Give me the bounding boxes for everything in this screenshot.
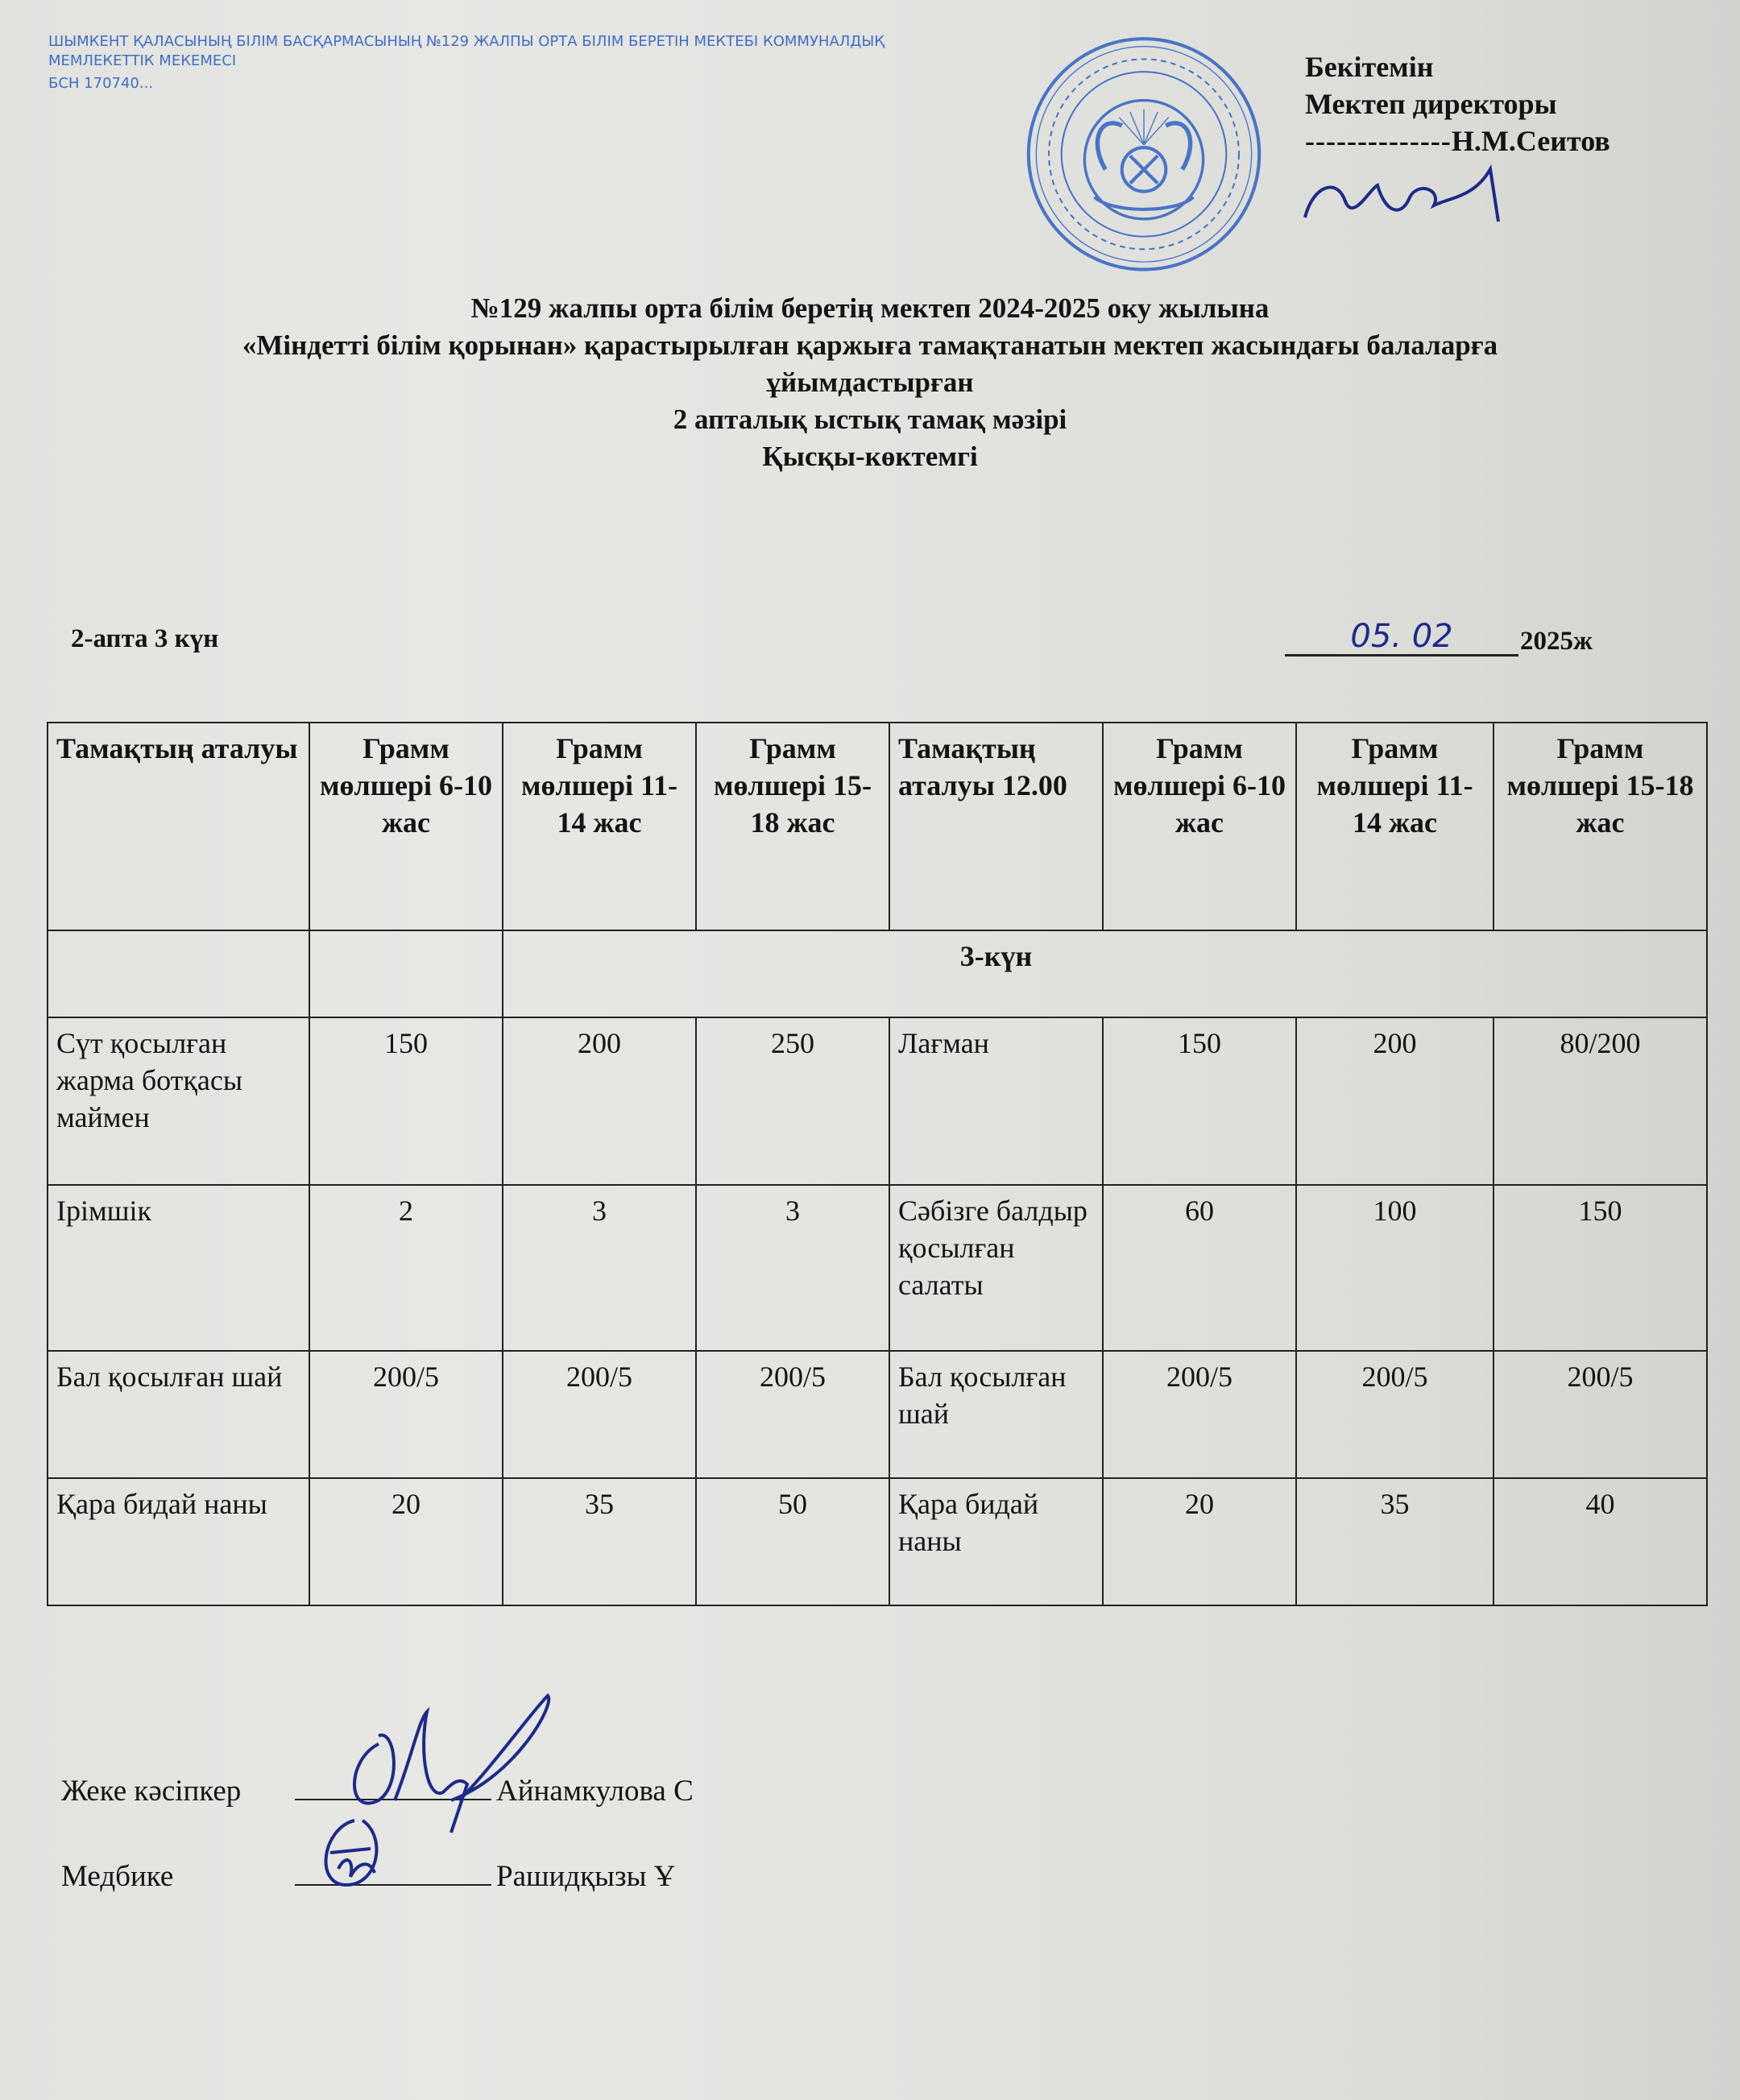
grams-6-10: 20	[309, 1478, 503, 1605]
dish-lunch: Бал қосылған шай	[889, 1351, 1103, 1478]
grams-11-14-lunch: 200	[1296, 1017, 1494, 1185]
day-empty-cell	[309, 930, 503, 1017]
approval-heading: Бекітемін	[1305, 51, 1434, 83]
stamp-outer-text: ШЫМКЕНТ ҚАЛАСЫНЫҢ БІЛІМ БАСҚАРМАСЫНЫҢ №129 ЖАЛПЫ ОРТА БІЛІМ БЕРЕТІН МЕКТЕБІ КОММУНАЛДЫҚ МЕМЛЕКЕТТІК МЕКЕМЕСІ	[48, 33, 885, 69]
date-block	[1285, 619, 1593, 657]
table-header-row	[48, 723, 1707, 930]
grams-15-18: 200/5	[696, 1351, 889, 1478]
grams-6-10-lunch: 20	[1103, 1478, 1296, 1605]
nurse-signature-icon	[298, 1804, 403, 1901]
grams-6-10-lunch: 60	[1103, 1185, 1296, 1351]
official-stamp	[1023, 32, 1265, 274]
header-dish-name-1200: Тамақтың аталуы 12.00	[889, 723, 1103, 930]
grams-6-10: 150	[309, 1017, 503, 1185]
menu-table	[47, 722, 1708, 1606]
grams-6-10-lunch: 150	[1103, 1017, 1296, 1185]
dish-breakfast: Сүт қосылған жарма ботқасы маймен	[48, 1017, 309, 1185]
director-signature-icon	[1289, 161, 1547, 226]
official-stamp-icon	[1023, 32, 1265, 274]
stamp-bin-text: БСН 170740...	[48, 75, 154, 92]
header-grams-15-18-lunch: Грамм мөлшері 15-18 жас	[1494, 723, 1707, 930]
dish-lunch: Лағман	[889, 1017, 1103, 1185]
dish-breakfast: Ірімшік	[48, 1185, 309, 1351]
title-line-1: №129 жалпы орта білім беретің мектеп 2024-2025 оку жылына	[470, 292, 1270, 324]
header-dish-name: Тамақтың аталуы	[48, 723, 309, 930]
grams-11-14: 200	[503, 1017, 696, 1185]
approval-block	[1305, 48, 1724, 159]
title-line-4: 2 апталық ыстық тамақ мәзірі	[673, 404, 1067, 435]
header-grams-11-14: Грамм мөлшері 11-14 жас	[503, 723, 696, 930]
grams-6-10: 200/5	[309, 1351, 503, 1478]
header-grams-11-14-lunch: Грамм мөлшері 11-14 жас	[1296, 723, 1494, 930]
grams-15-18-lunch: 40	[1494, 1478, 1707, 1605]
table-row	[48, 1185, 1707, 1351]
table-row	[48, 1351, 1707, 1478]
week-day-label: 2-апта 3 күн	[71, 624, 219, 653]
dish-breakfast: Бал қосылған шай	[48, 1351, 309, 1478]
dish-lunch: Қара бидай наны	[889, 1478, 1103, 1605]
dish-lunch: Сәбізге балдыр қосылған салаты	[889, 1185, 1103, 1351]
grams-15-18: 3	[696, 1185, 889, 1351]
title-line-3: ұйымдастырған	[766, 367, 974, 398]
nurse-label: Медбике	[61, 1860, 174, 1893]
grams-11-14-lunch: 200/5	[1296, 1351, 1494, 1478]
approval-signature-line: --------------Н.М.Сеитов	[1305, 125, 1610, 157]
grams-11-14-lunch: 35	[1296, 1478, 1494, 1605]
day-row	[48, 930, 1707, 1017]
stamp-text	[48, 32, 975, 93]
document-title	[97, 290, 1643, 475]
grams-15-18-lunch: 150	[1494, 1185, 1707, 1351]
table-row	[48, 1017, 1707, 1185]
header-grams-6-10-lunch: Грамм мөлшері 6-10 жас	[1103, 723, 1296, 930]
table-row	[48, 1478, 1707, 1605]
day-label: 3-күн	[503, 930, 1707, 1017]
grams-6-10-lunch: 200/5	[1103, 1351, 1296, 1478]
grams-11-14-lunch: 100	[1296, 1185, 1494, 1351]
day-empty-cell	[48, 930, 309, 1017]
director-name: Н.М.Сеитов	[1451, 125, 1610, 157]
header-grams-15-18: Грамм мөлшері 15-18 жас	[696, 723, 889, 930]
entrepreneur-name: Айнамкулова С	[496, 1775, 694, 1808]
grams-11-14: 3	[503, 1185, 696, 1351]
grams-15-18: 250	[696, 1017, 889, 1185]
grams-15-18-lunch: 80/200	[1494, 1017, 1707, 1185]
date-year: 2025ж	[1520, 627, 1593, 656]
approval-position: Мектеп директоры	[1305, 88, 1557, 120]
grams-11-14: 35	[503, 1478, 696, 1605]
nurse-name: Рашидқызы Ұ	[496, 1860, 676, 1893]
dish-breakfast: Қара бидай наны	[48, 1478, 309, 1605]
header-grams-6-10: Грамм мөлшері 6-10 жас	[309, 723, 503, 930]
grams-15-18: 50	[696, 1478, 889, 1605]
title-line-2: «Міндетті білім қорынан» қарастырылған қаржыға тамақтанатын мектеп жасындағы балаларға	[242, 329, 1498, 361]
grams-11-14: 200/5	[503, 1351, 696, 1478]
title-line-5: Қысқы-көктемгі	[762, 441, 978, 472]
date-handwritten: 05. 02	[1285, 619, 1518, 657]
grams-6-10: 2	[309, 1185, 503, 1351]
grams-15-18-lunch: 200/5	[1494, 1351, 1707, 1478]
entrepreneur-label: Жеке кәсіпкер	[61, 1775, 242, 1808]
